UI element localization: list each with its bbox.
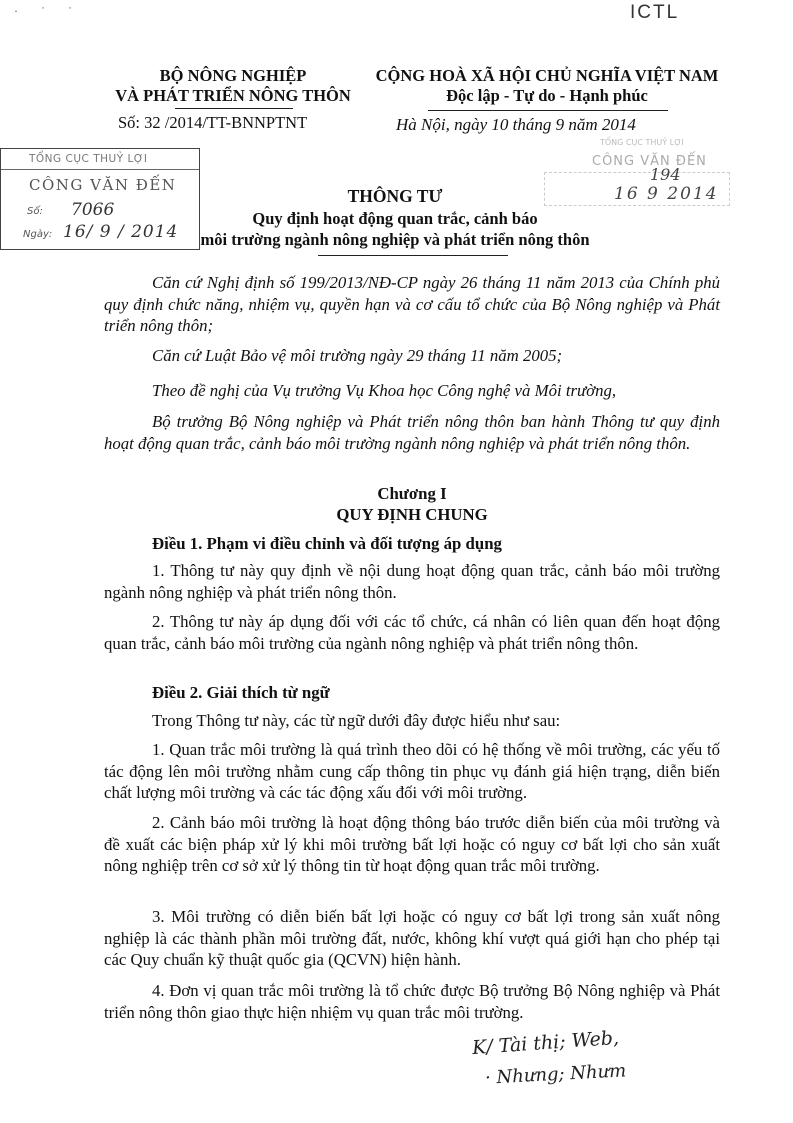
stamp-org: TỔNG CỤC THUỶ LỢI (29, 153, 148, 165)
corner-mark: ICTL (630, 2, 680, 23)
handwritten-line-1: K/ Tài thị; Web, (471, 1026, 620, 1060)
chapter-title: QUY ĐỊNH CHUNG (336, 505, 488, 524)
dateline: Hà Nội, ngày 10 tháng 9 năm 2014 (396, 115, 636, 134)
faint-stamp-number: 194 (650, 165, 681, 184)
national-motto (362, 66, 732, 106)
title-underline (318, 255, 508, 256)
document-subtitle (120, 208, 670, 250)
stamp-title: CÔNG VĂN ĐẾN (29, 176, 177, 194)
stamp-number: 7066 (71, 200, 115, 220)
preamble-law: Căn cứ Luật Bảo vệ môi trường ngày 29 tháng 11 năm 2005; (152, 346, 563, 365)
article-1-heading: Điều 1. Phạm vi điều chỉnh và đối tượng áp dụng (152, 534, 502, 553)
article-1-clause-2: 2. Thông tư này áp dụng đối với các tổ chức, cá nhân có liên quan đến hoạt động quan trắc, cảnh báo môi trường của ngành nông nghiệp và phát triển nông thôn. (104, 612, 720, 653)
article-2-clause-2: 2. Cảnh báo môi trường là hoạt động thông báo trước diễn biến của môi trường và đề xuất các biện pháp xử lý khi môi trường bất lợi hoặc có nguy cơ bất lợi cho sản xuất nông nghiệp trên cơ sở xử lý thông tin từ hoạt động quan trắc môi trường. (104, 813, 720, 875)
article-2-intro: Trong Thông tư này, các từ ngữ dưới đây được hiểu như sau: (152, 711, 561, 730)
stamp-number-label: Số: (27, 206, 43, 217)
article-2-heading: Điều 2. Giải thích từ ngữ (152, 683, 330, 702)
article-2-clause-1: 1. Quan trắc môi trường là quá trình theo dõi có hệ thống về môi trường, các yếu tố tác động lên môi trường nhằm cung cấp thông tin phục vụ đánh giá hiện trạng, diễn biến chất lượng môi trường và các tác động xấu đối với môi trường. (104, 740, 720, 802)
nation-line-1: CỘNG HOÀ XÃ HỘI CHỦ NGHĨA VIỆT NAM (375, 66, 719, 85)
stamp-date: 16/ 9 / 2014 (63, 222, 179, 242)
nation-line-2: Độc lập - Tự do - Hạnh phúc (446, 86, 648, 105)
document-number: Số: 32 /2014/TT-BNNPTNT (118, 113, 308, 132)
article-2-clause-3: 3. Môi trường có diễn biến bất lợi hoặc có nguy cơ bất lợi trong sản xuất nông nghiệp là các thành phần môi trường đất, nước, không khí vượt quá giới hạn cho phép tại các Quy chuẩn kỹ thuật quốc gia (QCVN) hiện hành. (104, 907, 720, 969)
ministry-name (108, 66, 358, 106)
document-title: THÔNG TƯ (347, 186, 443, 206)
handwritten-line-2: · Nhưng; Nhưm (484, 1060, 627, 1089)
stamp-date-label: Ngày: (23, 229, 53, 240)
motto-underline (428, 110, 668, 111)
ministry-line-1: BỘ NÔNG NGHIỆP (159, 66, 307, 85)
handwritten-note (460, 1026, 760, 1110)
subtitle-line-1: Quy định hoạt động quan trắc, cảnh báo (252, 209, 538, 228)
preamble-issuance: Bộ trưởng Bộ Nông nghiệp và Phát triển nông thôn ban hành Thông tư quy định hoạt động quan trắc, cảnh báo môi trường ngành nông nghiệp và phát triển nông thôn. (104, 412, 720, 453)
article-1-clause-1: 1. Thông tư này quy định về nội dung hoạt động quan trắc, cảnh báo môi trường ngành nông nghiệp và phát triển nông thôn. (104, 561, 720, 602)
ministry-underline (175, 108, 293, 109)
faint-stamp-title: CÔNG VĂN ĐẾN (592, 154, 707, 169)
ministry-line-2: VÀ PHÁT TRIỂN NÔNG THÔN (115, 86, 351, 105)
stamp-divider (1, 169, 199, 170)
faint-stamp-org: TỔNG CỤC THUỶ LỢI (600, 138, 684, 147)
preamble-decree: Căn cứ Nghị định số 199/2013/NĐ-CP ngày 26 tháng 11 năm 2013 của Chính phủ quy định chức năng, nhiệm vụ, quyền hạn và cơ cấu tổ chức của Bộ Nông nghiệp và Phát triển nông thôn; (104, 273, 720, 335)
article-2-clause-4: 4. Đơn vị quan trắc môi trường là tổ chức được Bộ trưởng Bộ Nông nghiệp và Phát triển nông thôn giao thực hiện nhiệm vụ quan trắc môi trường. (104, 981, 720, 1022)
subtitle-line-2: môi trường ngành nông nghiệp và phát triển nông thôn (200, 230, 590, 249)
faint-stamp-date: 16 9 2014 (614, 184, 719, 204)
preamble-proposal: Theo đề nghị của Vụ trưởng Vụ Khoa học Công nghệ và Môi trường, (152, 381, 617, 400)
chapter-number: Chương I (377, 484, 447, 503)
scan-specks: · ˙ ˙ (14, 4, 82, 18)
